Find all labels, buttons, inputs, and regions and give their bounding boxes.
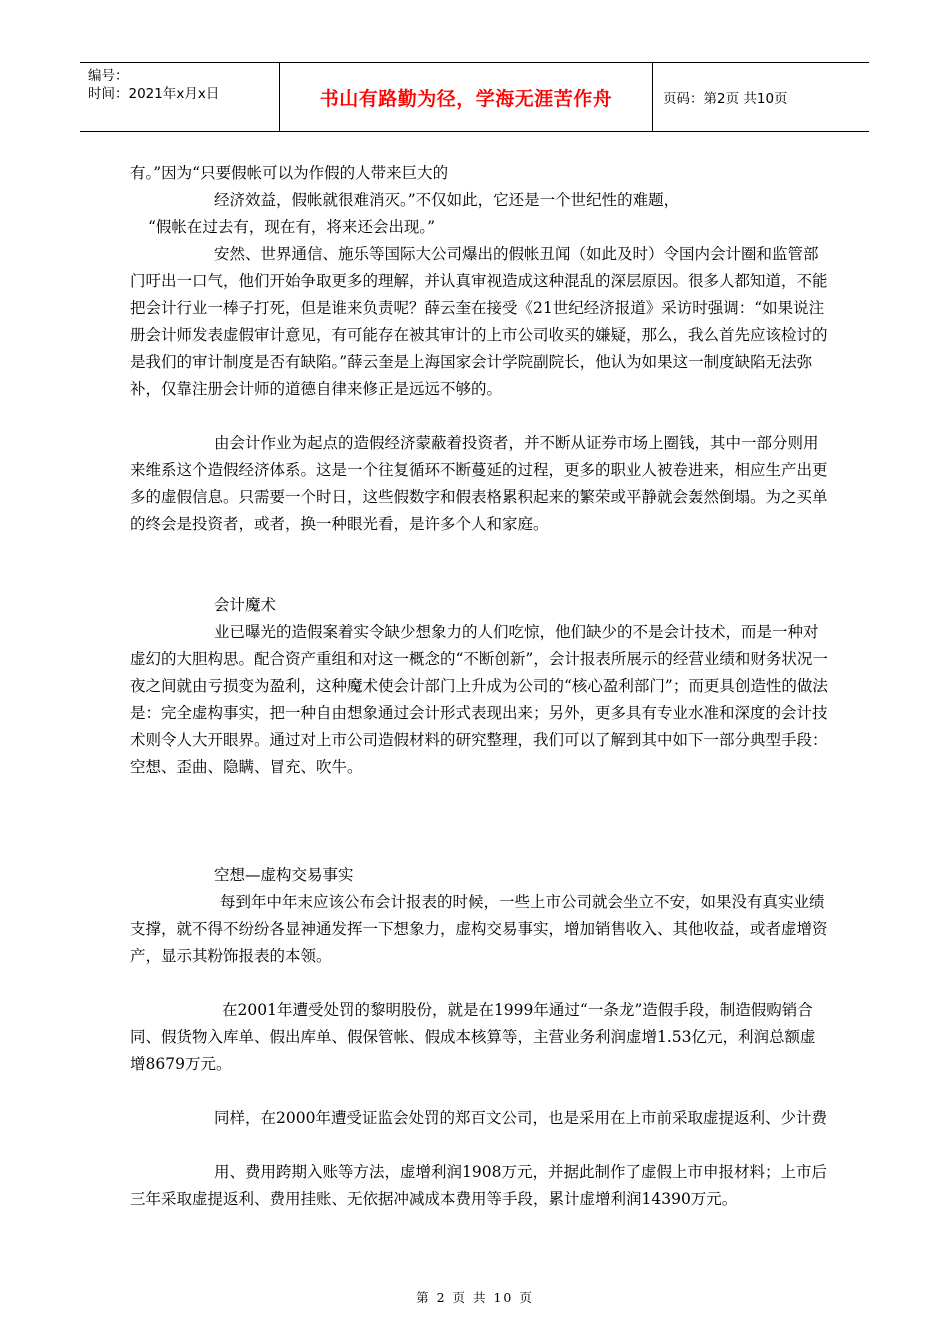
paragraph-4: 业已曝光的造假案着实令缺少想象力的人们吃惊，他们缺少的不是会计技术，而是一种对虚幻的大胆构思。配合资产重组和对这一概念的“不断创新”，会计报表所展示的经营业绩和财务状况一夜之间就由亏损变为盈利，这种魔术使会计部门上升成为公司的“核心盈利部门”；而更具创造性的做法是：完全虚构事实，把一种自由想象通过会计形式表现出来；另外，更多具有专业水准和深度的会计技术则令人大开眼界。通过对上市公司造假材料的研究整理，我们可以了解到其中如下一部分典型手段：空想、歪曲、隐瞒、冒充、吹牛。: [130, 623, 828, 776]
paragraph-2: 安然、世界通信、施乐等国际大公司爆出的假帐丑闻（如此及时）令国内会计圈和监管部门吁出一口气，他们开始争取更多的理解，并认真审视造成这种混乱的深层原因。很多人都知道，不能把会计行业一棒子打死，但是谁来负责呢？薛云奎在接受《21世纪经济报道》采访时强调：“如果说注册会计师发表虚假审计意见，有可能存在被其审计的上市公司收买的嫌疑，那么，我么首先应该检讨的是我们的审计制度是否有缺陷。”薛云奎是上海国家会计学院副院长，他认为如果这一制度缺陷无法弥补，仅靠注册会计师的道德自律来修正是远远不够的。: [130, 245, 828, 398]
header-left-cell: [80, 63, 280, 131]
section-heading-accounting-magic: 会计魔术: [214, 596, 277, 614]
paragraph-3: 由会计作业为起点的造假经济蒙蔽着投资者，并不断从证券市场上圈钱，其中一部分则用来维系这个造假经济体系。这是一个往复循环不断蔓延的过程，更多的职业人被卷进来，相应生产出更多的虚假信息。只需要一个时日，这些假数字和假表格累积起来的繁荣或平静就会轰然倒塌。为之买单的终会是投资者，或者，换一种眼光看，是许多个人和家庭。: [130, 434, 828, 533]
motto: 书山有路勤为径，学海无涯苦作舟: [280, 63, 653, 131]
paragraph-1-line-2: 经济效益，假帐就很难消灭。”不仅如此，它还是一个世纪性的难题，: [214, 191, 680, 209]
document-body: [130, 160, 830, 1213]
paragraph-7: 同样，在2000年遭受证监会处罚的郑百文公司，也是采用在上市前采取虚提返利、少计费: [214, 1109, 827, 1127]
paragraph-6: 在2001年遭受处罚的黎明股份，就是在1999年通过“一条龙”造假手段，制造假购销合同、假货物入库单、假出库单、假保管帐、假成本核算等，主营业务利润虚增1.53亿元，利润总额虚增8679万元。: [130, 1001, 816, 1073]
section-heading-fictitious-transactions: 空想—虚构交易事实: [214, 866, 354, 884]
page-info: 页码：第2页 共10页: [663, 91, 788, 107]
paragraph-5: 每到年中年末应该公布会计报表的时候，一些上市公司就会坐立不安，如果没有真实业绩支撑，就不得不纷纷各显神通发挥一下想象力，虚构交易事实，增加销售收入、其他收益，或者虚增资产，显示其粉饰报表的本领。: [130, 893, 828, 965]
header-table: [80, 62, 869, 132]
paragraph-8: 用、费用跨期入账等方法，虚增利润1908万元，并据此制作了虚假上市申报材料；上市后三年采取虚提返利、费用挂账、无依据冲减成本费用等手段，累计虚增利润14390万元。: [130, 1163, 827, 1208]
paragraph-1-line-3: “假帐在过去有，现在有，将来还会出现。”: [148, 218, 436, 236]
paragraph-1-line-1: 有。”因为“只要假帐可以为作假的人带来巨大的: [130, 164, 449, 182]
serial-label: 编号：: [88, 68, 129, 84]
page-footer: 第 2 页 共 10 页: [416, 1290, 534, 1305]
time-label: 时间：2021年x月x日: [88, 86, 220, 102]
